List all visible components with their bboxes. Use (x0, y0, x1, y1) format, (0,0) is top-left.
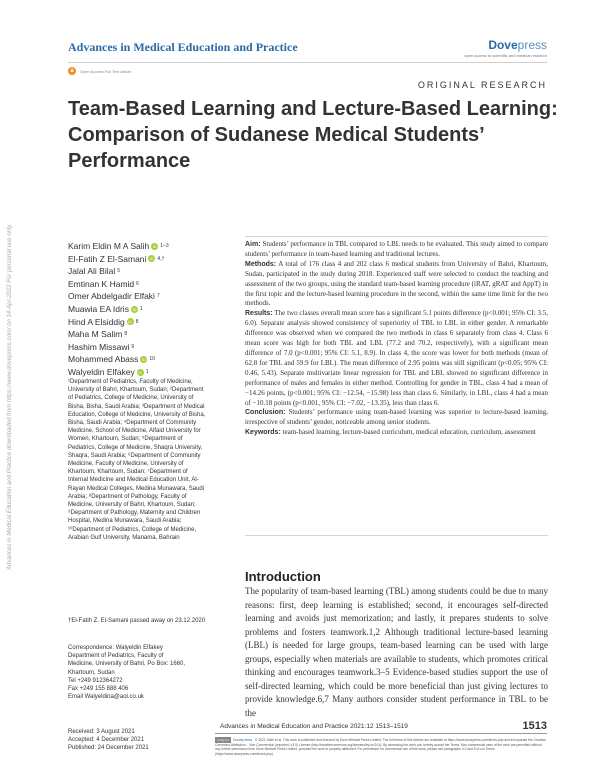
correspondence-line: Medicine, University of Bahri, Po Box: 1660, (68, 661, 186, 668)
footer-journal-ref[interactable]: Advances in Medical Education and Practice 2021:12 1513–1519 (220, 723, 408, 730)
author-affiliation-ref: 5 (117, 268, 121, 275)
author-item[interactable] (68, 265, 208, 278)
author-affiliation-ref: 1 (145, 368, 149, 375)
author-name: Omer Abdelgadir Elfaki (68, 291, 155, 302)
author-affiliation-ref: 1–3 (160, 243, 169, 249)
orcid-icon[interactable]: iD (150, 256, 154, 262)
author-affiliation-ref: 10 (149, 356, 155, 363)
author-item[interactable] (68, 353, 208, 366)
author-affiliation-ref: 8 (124, 331, 128, 338)
memorial-note: †El-Fatih Z. El-Samani passed away on 23.12.2020 (68, 618, 206, 624)
author-item[interactable] (68, 290, 208, 303)
journal-title[interactable]: Advances in Medical Education and Practice (68, 40, 298, 54)
footer-divider (215, 733, 547, 734)
author-affiliation-ref: 8 (135, 318, 139, 325)
brand-tagline: open access to scientific and medical research (464, 53, 547, 58)
introduction-heading: Introduction (245, 569, 321, 584)
author-affiliation-ref: 9 (131, 343, 135, 350)
author-item[interactable] (68, 316, 208, 329)
author-name: Muawia EA Idris (68, 303, 129, 314)
author-name: Walyeldin Elfakey (68, 366, 135, 377)
article-dates (68, 728, 149, 752)
orcid-icon[interactable]: iD (132, 306, 137, 312)
orcid-icon[interactable]: iD (142, 357, 146, 363)
page-number: 1513 (522, 720, 547, 732)
author-item[interactable] (68, 253, 208, 266)
correspondence-line: Tel +249 912364272 (68, 677, 123, 684)
author-item[interactable] (68, 366, 208, 379)
author-name: Mohammed Abass (68, 354, 139, 365)
author-name: Jalal Ali Bilal (68, 266, 116, 277)
open-access-icon: a (68, 67, 76, 75)
author-affiliation-ref: 1 (139, 305, 143, 312)
author-item[interactable] (68, 240, 208, 253)
correspondence-line: Fax +249 155 888 406 (68, 686, 129, 693)
correspondence-line: Department of Pediatrics, Faculty of (68, 653, 164, 660)
author-list (68, 240, 208, 379)
abstract-methods: Methods: A total of 176 class 4 and 202 class 6 medical students from University of Bahri, Khartoum, Sudan, participated in the study during 2018. Experienced staff were selected to conduct the teaching and assessment of the two groups, using the standard team-based learning procedure (iRAT, gRAT and AppT) in the first topic and the lecture-based learning procedure in the second, within the same time limit for the two methods. (245, 259, 548, 308)
orcid-icon[interactable]: iD (128, 319, 133, 325)
brand-dove: Dove (488, 38, 518, 52)
orcid-icon[interactable]: iD (138, 369, 143, 375)
author-item[interactable] (68, 328, 208, 341)
author-item[interactable] (68, 341, 208, 354)
cc-license-icon[interactable]: cc by-nc (215, 737, 231, 743)
abstract-top-rule (245, 236, 548, 237)
abstract-results: Results: The two classes overall mean score has a significant 5.1 points difference (p<0.001; 95% CI: 3.5, 6.0). Separate analysis showed consistency of superiority of TBL to LBL in either gender. A remarkable difference was observed when we compared the two methods in class 6 separately from class 4. Class 6 mean score was high for both TBL and LBL (77.2 and 70.2, respectively), with a significant mean difference of 7.0 (p<0.001; 95% CI: 5.1, 8.9). In class 4, the score was lower for both methods (mean of 62.8 for TBL and 59.9 for LBL). The mean difference of 2.95 points was still significant (p<0.05; 95% CI: 0.46, 5.43). Separate multivariate linear regression for TBL and LBL showed no significant difference in performance of males and females in either method. Controlling for gender in TBL, class 4 had a mean of −14.26 points, (p<0.001; 95% CI: −12.54, −15.98) less than class 6. Similarly, in LBL, class 4 had a mean of −10.18 points (p<0.001, 95% CI: −7.02, −13.35), less than class 6. (245, 309, 548, 407)
watermark-text: Advances in Medical Education and Practice downloaded from https://www.dovepress.com/ on 14-Apr-2022 For personal use only. (7, 223, 13, 570)
published-date: Published: 24 December 2021 (68, 745, 149, 751)
correspondence-line: Khartoum, Sudan (68, 669, 115, 676)
orcid-icon[interactable]: iD (152, 243, 157, 249)
license-body: © 2021 Salih et al. This work is published and licensed by Dove Medical Press Limited. The full terms of this license are available at https://www.dovepress.com/terms.php and incorporate the Creative Commons Attribution – Non Commercial (unported, v3.0) License (http://creativecommons.org/licenses/by-nc/3.0/). By accessing the work you hereby accept the Terms. Non-commercial uses of the work are permitted without any further permission from Dove Medical Press Limited, provided the work is properly attributed. For permission for commercial use of this work, please see paragraphs 4.2 and 5 of our Terms (https://www.dovepress.com/terms.php). (215, 737, 546, 756)
affiliations: ¹Department of Pediatrics, Faculty of Medicine, University of Bahri, Khartoum, Sudan; ²Department of Pediatrics, College of Medicine, University of Bisha, Bisha, Saudi Arabia; ³Department of Medical Education, College of Medicine, University of Bisha, Bisha, Saudi Arabia; ⁴Department of Community Medicine, School of Medicine, Alfaid University for Women, Khartoum, Sudan; ⁵Department of Pediatrics, College of Medicine, Shaqra University, Shaqra, Saudi Arabia; ⁶Department of Community Medicine, Faculty of Medicine, University of Khartoum, Khartoum, Sudan; ⁷Department of Internal Medicine and Medical Education Unit, Al-Rayan Medical Colleges, Medina Munawara, Saudi Arabia; ⁸Department of Pathology, Faculty of Medicine, University of Bahri, Khartoum, Sudan; ⁹Department of Pathology, Maternity and Children Hospital, Medina Munawara, Saudi Arabia; ¹⁰Department of Pediatrics, College of Medicine, Arabian Gulf University, Manama, Bahrain (68, 379, 206, 541)
abstract-bottom-rule (245, 535, 548, 536)
article-title: Team-Based Learning and Lecture-Based Learning: Comparison of Sudanese Medical Students’ Performance (68, 98, 558, 172)
brand-press: press (517, 38, 547, 52)
abstract-conclusion: Conclusion: Students’ performance using team-based learning was superior to lecture-based learning, irrespective of students’ gender, noticeable among senior students. (245, 408, 549, 427)
abstract-keywords: Keywords: team-based learning, lecture-based curriculum, medical education, curriculum, assessment (245, 428, 536, 437)
correspondence-email[interactable]: Email Walyeldina@aol.co.uk (68, 694, 144, 701)
abstract (245, 240, 548, 438)
author-name: Maha M Salim (68, 329, 123, 340)
correspondence-line: Correspondence: Walyeldin Elfakey (68, 645, 163, 651)
author-name: Hashim Missawi (68, 341, 130, 352)
license-text (215, 737, 547, 756)
open-access-badge (68, 67, 132, 75)
correspondence (68, 644, 218, 701)
author-item[interactable] (68, 303, 208, 316)
received-date: Received: 3 August 2021 (68, 729, 135, 735)
author-name: Karim Eldin M A Salih (68, 241, 150, 251)
author-affiliation-ref: 7 (156, 293, 160, 300)
accepted-date: Accepted: 4 December 2021 (68, 737, 145, 743)
author-item[interactable] (68, 278, 208, 291)
author-affiliation-ref: 4,† (157, 255, 165, 262)
open-access-label: Open Access Full Text Article (80, 68, 132, 74)
author-name: Emtinan K Hamid (68, 278, 135, 289)
dovepress-logo[interactable] (488, 38, 547, 52)
author-name: El-Fatih Z El-Samani (68, 253, 147, 264)
dovepress-mini-logo: Dovepress (233, 736, 253, 742)
article-type: ORIGINAL RESEARCH (417, 80, 547, 90)
author-name: Hind A Elsiddig (68, 316, 125, 327)
introduction-body: The popularity of team-based learning (TBL) among students could be due to many reasons: first, deep learning is established; second, it encourages self-directed learning and avoids just memorization; and lastly, it prepares students to solve problems and fosters teamwork.1,2 Although traditional lecture-based learning (LBL) is needed for large groups, team-based learning can be used with large groups, especially when materials are available to students, which promotes critical thinking and encourages teamwork.3–5 Evidence-based studies support the use of self-directed learning, which could be more beneficial than just giving lectures to provide knowledge.6,7 Many authors consider student performance in TBL to be the (245, 586, 548, 718)
author-affiliation-ref: 6 (136, 280, 139, 287)
header-divider (68, 62, 547, 63)
download-watermark (6, 150, 34, 710)
abstract-aim: Aim: Students’ performance in TBL compared to LBL needs to be evaluated. This study aimed to compare students’ performance in team-based learning and traditional lectures. (245, 240, 549, 258)
